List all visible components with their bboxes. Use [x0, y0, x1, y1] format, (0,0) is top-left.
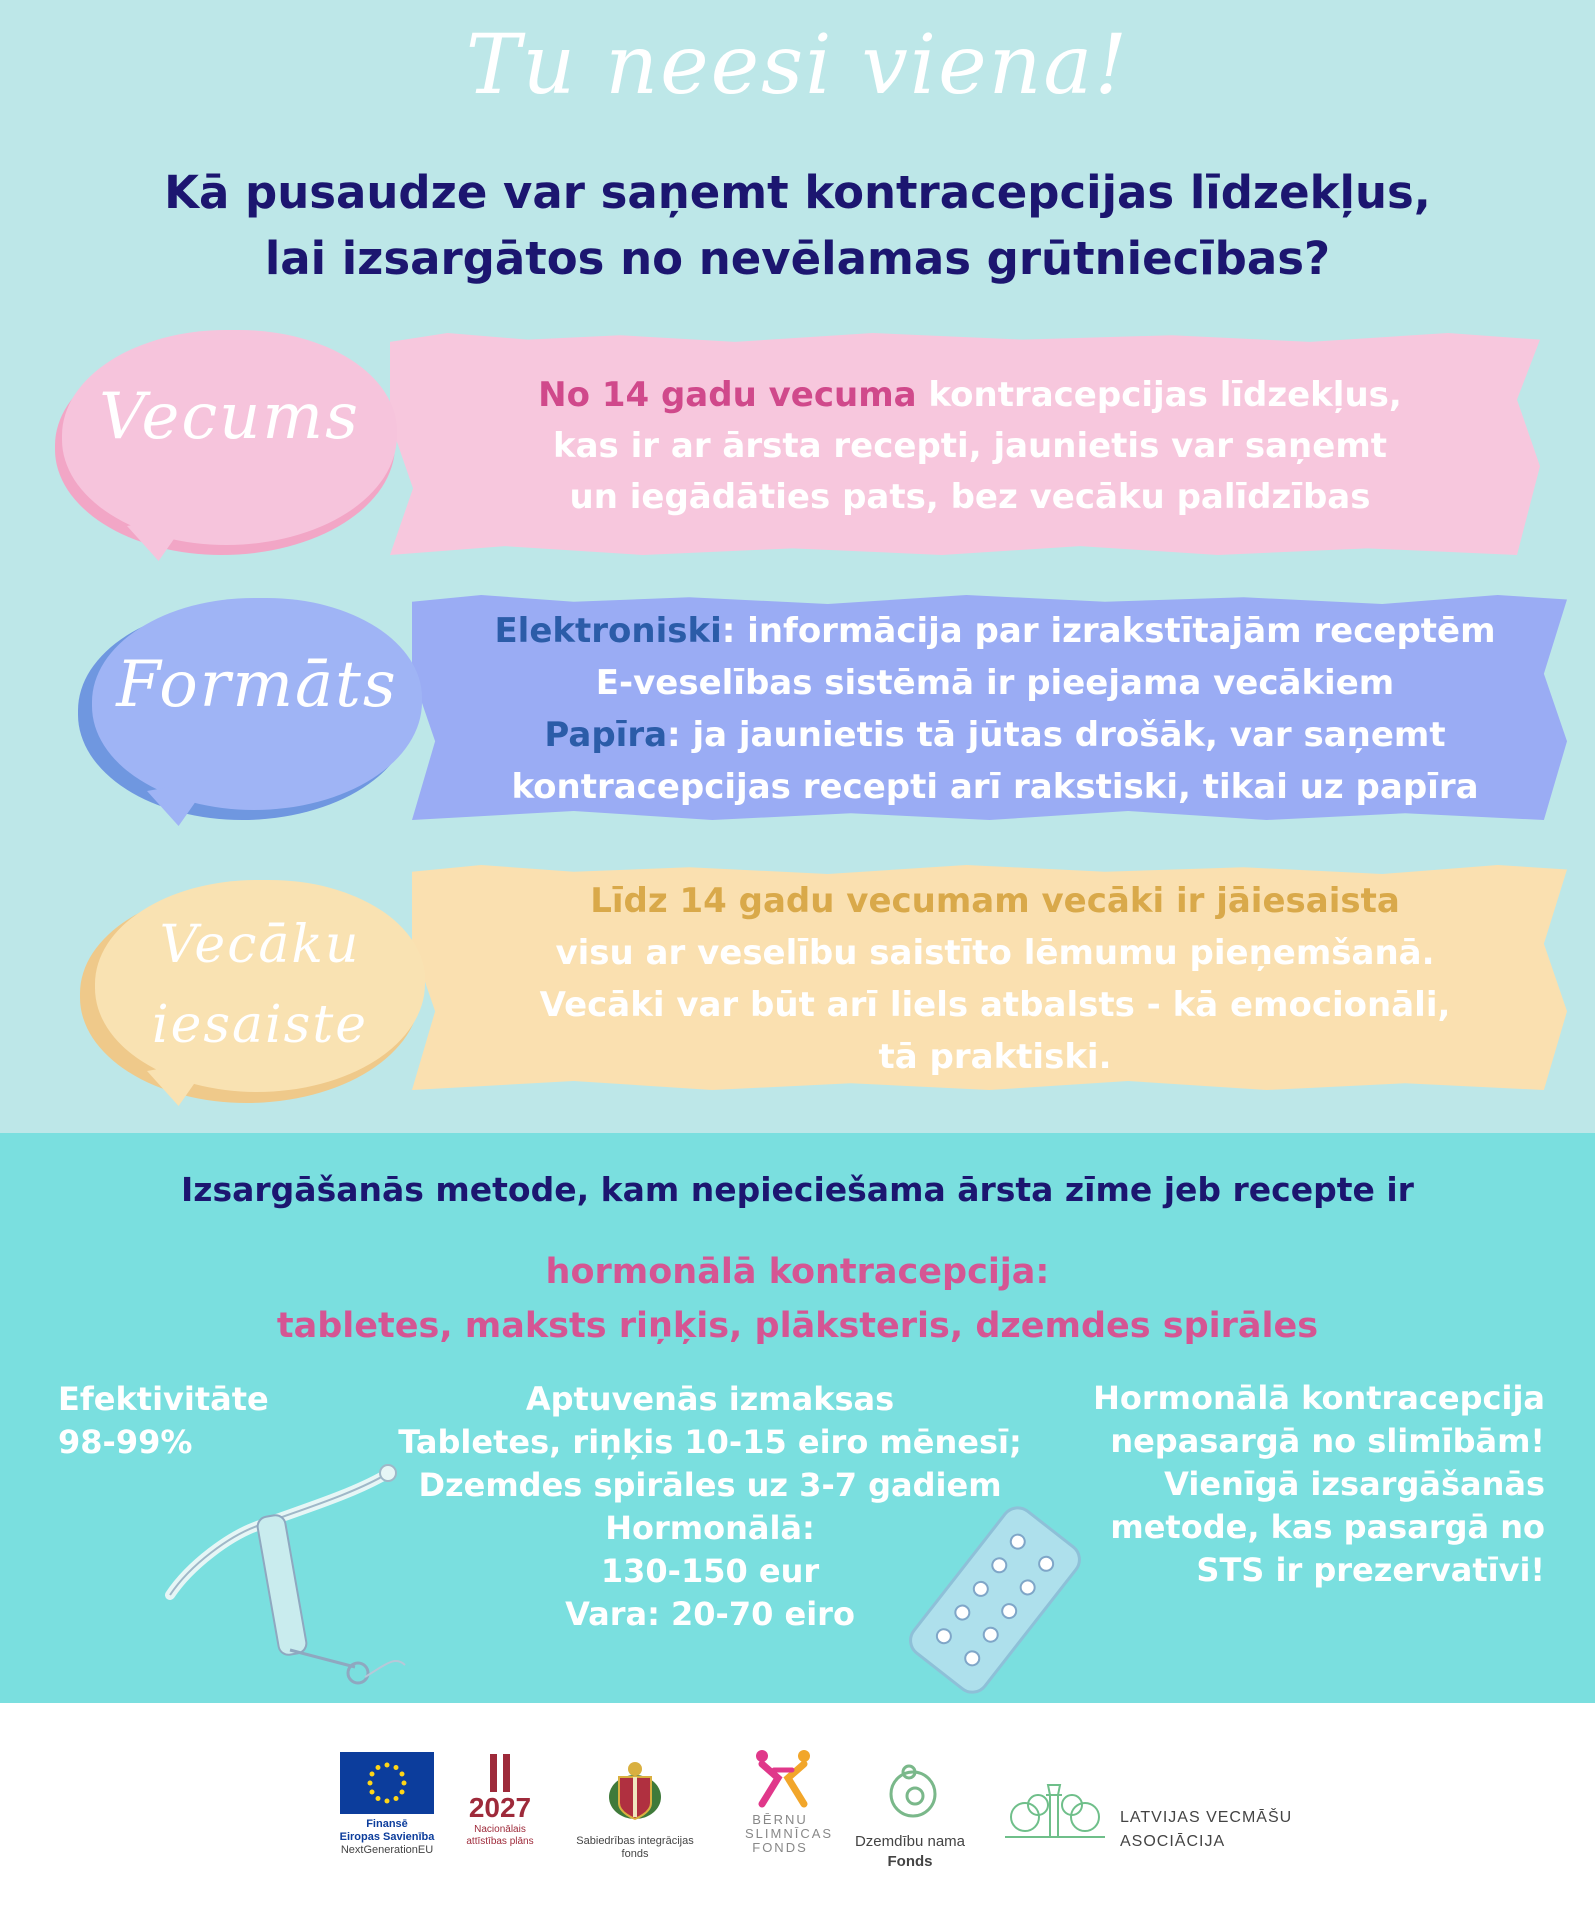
maternity-fund-icon	[885, 1760, 941, 1824]
vecums-text	[420, 370, 1520, 523]
warning-block	[1000, 1377, 1545, 1592]
vecums-label: Vecums	[99, 380, 360, 454]
vecums-line-2: kas ir ar ārsta recepti, jaunietis var saņemt	[553, 426, 1387, 466]
eu-caption: Finansē Eiropas Savienība NextGenerationEU	[339, 1818, 435, 1856]
question-line-2: lai izsargātos no nevēlamas grūtniecības?	[264, 232, 1331, 285]
methods-heading: Izsargāšanās metode, kam nepieciešama ārsta zīme jeb recepte ir	[181, 1170, 1414, 1209]
costs-title: Aptuvenās izmaksas	[525, 1380, 895, 1418]
national-plan-logo: 2027 Nacionālais attīstības plāns	[455, 1750, 545, 1870]
formats-label: Formāts	[116, 648, 398, 722]
parents-label-line-1: Vecāku	[159, 915, 361, 975]
childrens-hospital-fund-icon	[748, 1748, 818, 1810]
paper-line-2: kontracepcijas recepti arī rakstiski, tikai uz papīra	[511, 767, 1479, 807]
electronic-label: Elektroniski	[494, 611, 722, 651]
costs-line-3: Hormonālā:	[605, 1509, 815, 1547]
warning-line-2: nepasargā no slimībām!	[1110, 1422, 1545, 1460]
hormonal-line-1: hormonālā kontracepcija:	[545, 1252, 1050, 1292]
midwives-association-icon	[1000, 1775, 1110, 1845]
vecums-line-3: un iegādāties pats, bez vecāku palīdzības	[569, 477, 1371, 517]
question-line-1: Kā pusaudze var saņemt kontracepcijas līdzekļus,	[164, 166, 1431, 219]
national-plan-year: 2027	[468, 1792, 532, 1823]
maternity-fund-caption: Dzemdību nama Fonds	[854, 1833, 966, 1870]
effectiveness-value: 98-99%	[58, 1423, 193, 1461]
childrens-hospital-fund-caption: BĒRNU SLIMNĪCAS FONDS	[745, 1812, 834, 1855]
vecums-line-1-rest: kontracepcijas līdzekļus,	[916, 375, 1402, 415]
warning-line-4: metode, kas pasargā no	[1110, 1508, 1545, 1546]
warning-line-5: STS ir prezervatīvi!	[1196, 1551, 1545, 1589]
parents-line-2: visu ar veselību saistīto lēmumu pieņemšanā.	[555, 933, 1435, 973]
parents-label-line-2: iesaiste	[151, 995, 369, 1055]
parents-label	[95, 905, 425, 1065]
warning-line-3: Vienīgā izsargāšanās	[1164, 1465, 1545, 1503]
effectiveness-block	[58, 1378, 358, 1464]
hero-title: Tu neesi viena!	[465, 18, 1130, 113]
hormonal-methods	[0, 1245, 1595, 1353]
paper-label: Papīra	[544, 715, 668, 755]
electronic-line-2: E-veselības sistēmā ir pieejama vecākiem	[595, 663, 1395, 703]
effectiveness-label: Efektivitāte	[58, 1380, 269, 1418]
formats-text	[440, 605, 1550, 813]
warning-line-1: Hormonālā kontracepcija	[1093, 1379, 1545, 1417]
hormonal-line-2: tabletes, maksts riņķis, plāksteris, dzemdes spirāles	[276, 1306, 1319, 1346]
parents-text	[440, 875, 1550, 1083]
parents-line-3: Vecāki var būt arī liels atbalsts - kā emocionāli,	[539, 985, 1451, 1025]
parents-line-4: tā praktiski.	[878, 1037, 1112, 1077]
costs-line-2: Dzemdes spirāles uz 3-7 gadiem	[418, 1466, 1002, 1504]
latvia-coat-of-arms-icon	[605, 1755, 665, 1825]
paper-line-1: : ja jaunietis tā jūtas drošāk, var saņemt	[667, 715, 1446, 755]
parents-highlight: Līdz 14 gadu vecumam vecāki ir jāiesaista	[590, 881, 1400, 921]
eu-flag-icon	[340, 1752, 434, 1814]
main-question	[80, 160, 1515, 292]
costs-line-5: Vara: 20-70 eiro	[565, 1595, 855, 1633]
vecums-highlight: No 14 gadu vecuma	[538, 375, 917, 415]
costs-line-1: Tabletes, riņķis 10-15 eiro mēnesī;	[398, 1423, 1022, 1461]
electronic-line-1: : informācija par izrakstītajām receptēm	[721, 611, 1496, 651]
midwives-association-caption: LATVIJAS VECMĀŠU ASOCIĀCIJA	[1120, 1809, 1293, 1850]
sif-caption: Sabiedrības integrācijas fonds	[576, 1835, 694, 1860]
costs-line-4: 130-150 eur	[600, 1552, 820, 1590]
